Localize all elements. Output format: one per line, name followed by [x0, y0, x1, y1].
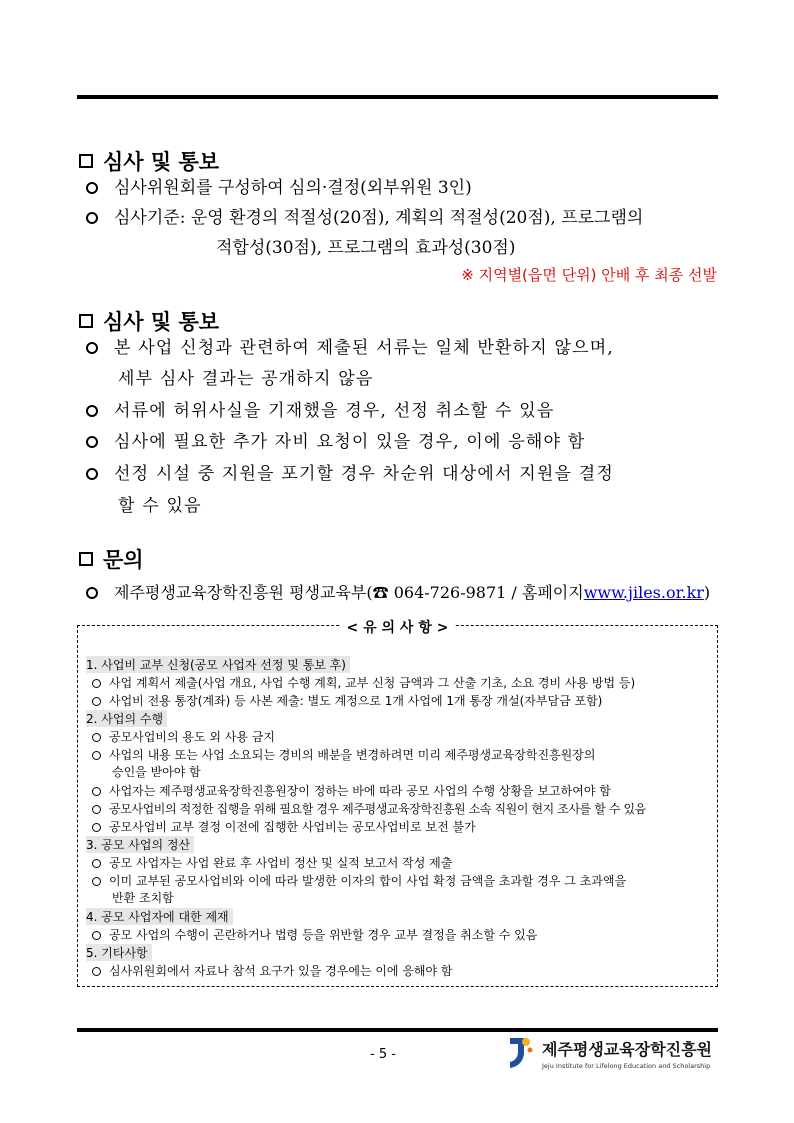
list-item-continuation: 적합성(30점), 프로그램의 효과성(30점) [216, 238, 516, 258]
list-item: 선정 시설 중 지원을 포기할 경우 차순위 대상에서 지원을 결정 [86, 459, 614, 489]
list-item-continuation: 할 수 있음 [118, 496, 202, 516]
checkbox-square-icon [79, 314, 93, 328]
circle-bullet-icon [86, 587, 98, 599]
notice-item: 공모사업비의 용도 외 사용 금지 [92, 728, 275, 745]
circle-bullet-icon [92, 751, 101, 760]
notice-heading: 4. 공모 사업자에 대한 제재 [86, 908, 233, 925]
homepage-link[interactable]: www.jiles.or.kr [583, 583, 704, 602]
circle-bullet-icon [92, 805, 101, 814]
selection-note: ※ 지역별(읍면 단위) 안배 후 최종 선발 [461, 266, 717, 284]
list-item: 서류에 허위사실을 기재했을 경우, 선정 취소할 수 있음 [86, 396, 555, 426]
notice-box [77, 620, 718, 987]
contact-text: 제주평생교육장학진흥원 평생교육부(☎ 064-726-9871 / 홈페이지 [114, 583, 584, 602]
circle-bullet-icon [86, 212, 98, 224]
org-logo-icon [506, 1036, 534, 1070]
org-name-kr: 제주평생교육장학진흥원 [542, 1039, 713, 1059]
circle-bullet-icon [92, 931, 101, 940]
org-name-en: Jeju Institute for Lifelong Education and Scholarship [542, 1061, 711, 1070]
notice-item: 사업 계획서 제출(사업 개요, 사업 수행 계획, 교부 신청 금액과 그 산출 기초, 소요 경비 사용 방법 등) [92, 674, 635, 691]
org-logo [506, 1035, 718, 1071]
circle-bullet-icon [92, 679, 101, 688]
list-item: 심사에 필요한 추가 자비 요청이 있을 경우, 이에 응해야 함 [86, 427, 585, 457]
circle-bullet-icon [92, 877, 101, 886]
page-number: - 5 - [370, 1047, 396, 1062]
notice-item-continuation: 승인을 받아야 함 [112, 765, 201, 779]
notice-item: 심사위원회에서 자료나 참석 요구가 있을 경우에는 이에 응해야 함 [92, 962, 453, 979]
list-item-continuation: 세부 심사 결과는 공개하지 않음 [118, 369, 374, 389]
circle-bullet-icon [92, 697, 101, 706]
section-title-review-2: 심사 및 통보 [79, 306, 219, 336]
top-rule [77, 95, 718, 99]
circle-bullet-icon [92, 859, 101, 868]
notice-item: 사업자는 제주평생교육장학진흥원장이 정하는 바에 따라 공모 사업의 수행 상황을 보고하여야 함 [92, 782, 611, 799]
notice-title: < 유 의 사 항 > [341, 620, 455, 636]
notice-heading: 1. 사업비 교부 신청(공모 사업자 선정 및 통보 후) [86, 656, 350, 673]
notice-item: 이미 교부된 공모사업비와 이에 따라 발생한 이자의 합이 사업 확정 금액을 초과할 경우 그 초과액을 [92, 872, 626, 889]
notice-item: 공모사업비 교부 결정 이전에 집행한 사업비는 공모사업비로 보전 불가 [92, 818, 476, 835]
notice-item: 사업의 내용 또는 사업 소요되는 경비의 배분을 변경하려면 미리 제주평생교육장학진흥원장의 [92, 746, 595, 763]
list-item: 심사위원회를 구성하여 심의·결정(외부위원 3인) [86, 173, 472, 203]
circle-bullet-icon [86, 342, 98, 354]
circle-bullet-icon [92, 967, 101, 976]
contact-close: ) [703, 583, 711, 602]
checkbox-square-icon [79, 552, 93, 566]
section-title-review: 심사 및 통보 [79, 146, 219, 176]
notice-item: 공모사업비의 적정한 집행을 위해 필요할 경우 제주평생교육장학진흥원 소속 직원이 현지 조사를 할 수 있음 [92, 800, 646, 817]
contact-line [86, 578, 710, 608]
circle-bullet-icon [92, 823, 101, 832]
circle-bullet-icon [86, 436, 98, 448]
checkbox-square-icon [79, 154, 93, 168]
list-item: 심사기준: 운영 환경의 적절성(20점), 계획의 적절성(20점), 프로그램의 [86, 203, 643, 233]
notice-heading: 5. 기타사항 [86, 944, 152, 961]
bottom-rule [77, 1028, 718, 1032]
notice-item: 공모 사업의 수행이 곤란하거나 법령 등을 위반할 경우 교부 결정을 취소할 수 있음 [92, 926, 537, 943]
circle-bullet-icon [86, 405, 98, 417]
section-title-contact: 문의 [79, 544, 144, 574]
circle-bullet-icon [86, 182, 98, 194]
notice-item: 사업비 전용 통장(계좌) 등 사본 제출: 별도 계정으로 1개 사업에 1개 통장 개설(자부담금 포함) [92, 692, 602, 709]
circle-bullet-icon [92, 787, 101, 796]
circle-bullet-icon [86, 468, 98, 480]
notice-item-continuation: 반환 조치함 [112, 891, 174, 905]
notice-heading: 3. 공모 사업의 정산 [86, 836, 194, 853]
list-item: 본 사업 신청과 관련하여 제출된 서류는 일체 반환하지 않으며, [86, 333, 614, 363]
notice-heading: 2. 사업의 수행 [86, 710, 167, 727]
notice-item: 공모 사업자는 사업 완료 후 사업비 정산 및 실적 보고서 작성 제출 [92, 854, 452, 871]
circle-bullet-icon [92, 733, 101, 742]
